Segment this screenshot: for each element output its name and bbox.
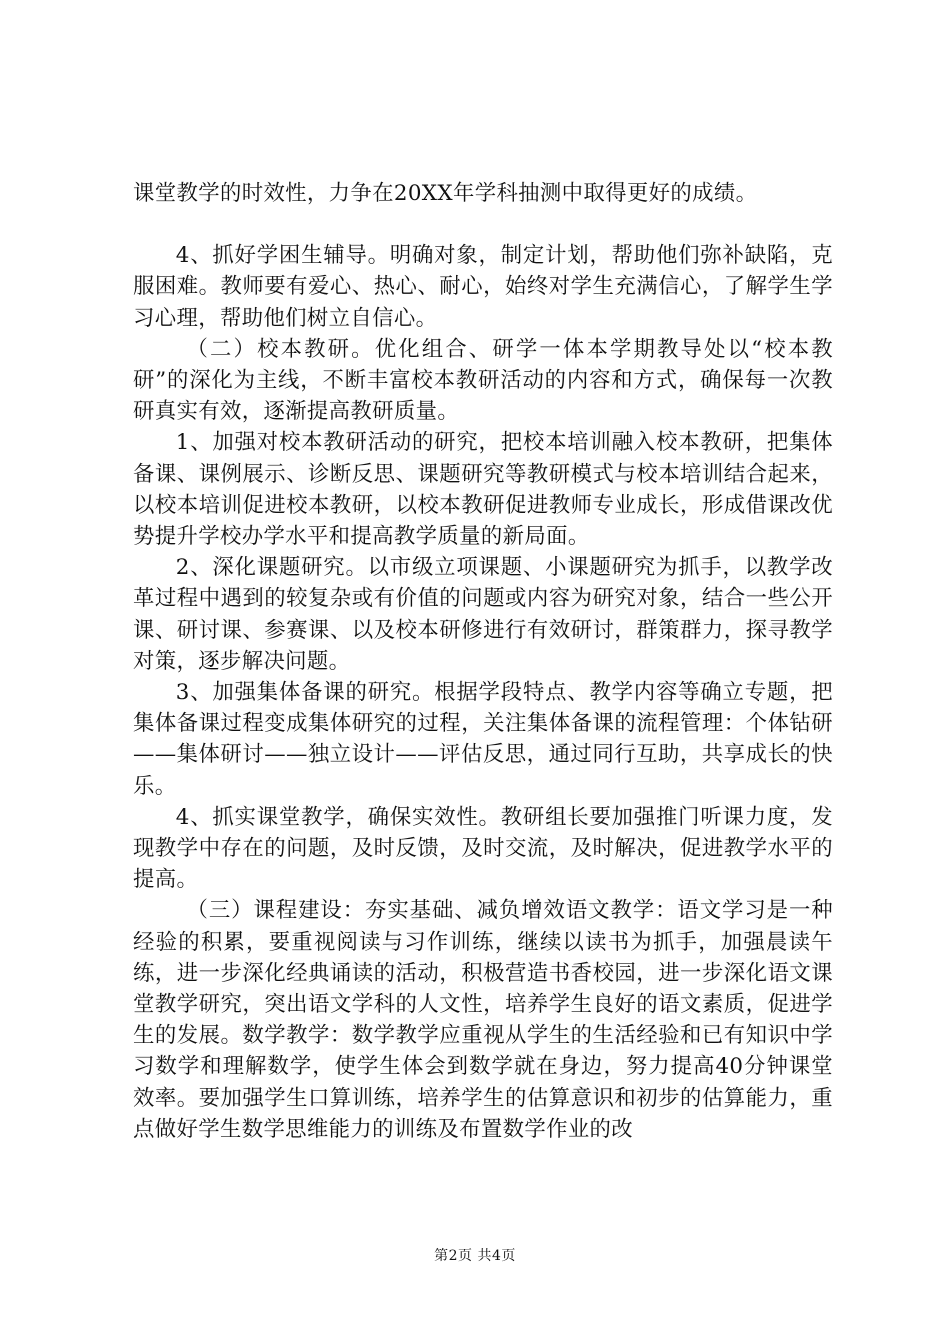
paragraph-continuation: 课堂教学的时效性，力争在20XX年学科抽测中取得更好的成绩。	[133, 181, 758, 206]
document-body	[133, 178, 833, 1145]
paragraph-research-item-4: 4、抓实课堂教学，确保实效性。教研组长要加强推门听课力度，发现教学中存在的问题，及时反馈，及时交流，及时解决，促进教学水平的提高。	[133, 804, 833, 893]
paragraph-curriculum: （三）课程建设：夯实基础、减负增效语文教学：语文学习是一种经验的积累，要重视阅读与习作训练，继续以读书为抓手，加强晨读午练，进一步深化经典诵读的活动，积极营造书香校园，进一步深化语文课堂教学研究，突出语文学科的人文性，培养学生良好的语文素质，促进学生的发展。数学教学：数学教学应重视从学生的生活经验和已有知识中学习数学和理解数学，使学生体会到数学就在身边，努力提高40分钟课堂效率。要加强学生口算训练，培养学生的估算意识和初步的估算能力，重点做好学生数学思维能力的训练及布置数学作业的改	[133, 898, 833, 1142]
paragraph-research-item-1: 1、加强对校本教研活动的研究，把校本培训融入校本教研，把集体备课、课例展示、诊断反思、课题研究等教研模式与校本培训结合起来，以校本培训促进校本教研，以校本教研促进教师专业成长，形成借课改优势提升学校办学水平和提高教学质量的新局面。	[133, 430, 833, 550]
page-footer: 第2页 共4页	[434, 1248, 516, 1264]
paragraph-school-research-heading: （二）校本教研。优化组合、研学一体本学期教导处以“校本教研”的深化为主线，不断丰富校本教研活动的内容和方式，确保每一次教研真实有效，逐渐提高教研质量。	[133, 336, 833, 425]
paragraph-research-item-3: 3、加强集体备课的研究。根据学段特点、教学内容等确立专题，把集体备课过程变成集体研究的过程，关注集体备课的流程管理：个体钻研——集体研讨——独立设计——评估反思，通过同行互助，共享成长的快乐。	[133, 680, 833, 799]
paragraph-research-item-2: 2、深化课题研究。以市级立项课题、小课题研究为抓手，以教学改革过程中遇到的较复杂或有价值的问题或内容为研究对象，结合一些公开课、研讨课、参赛课、以及校本研修进行有效研讨，群策群力，探寻教学对策，逐步解决问题。	[133, 555, 833, 674]
paragraph-struggling-students: 4、抓好学困生辅导。明确对象，制定计划，帮助他们弥补缺陷，克服困难。教师要有爱心、热心、耐心，始终对学生充满信心，了解学生学习心理，帮助他们树立自信心。	[133, 243, 833, 331]
